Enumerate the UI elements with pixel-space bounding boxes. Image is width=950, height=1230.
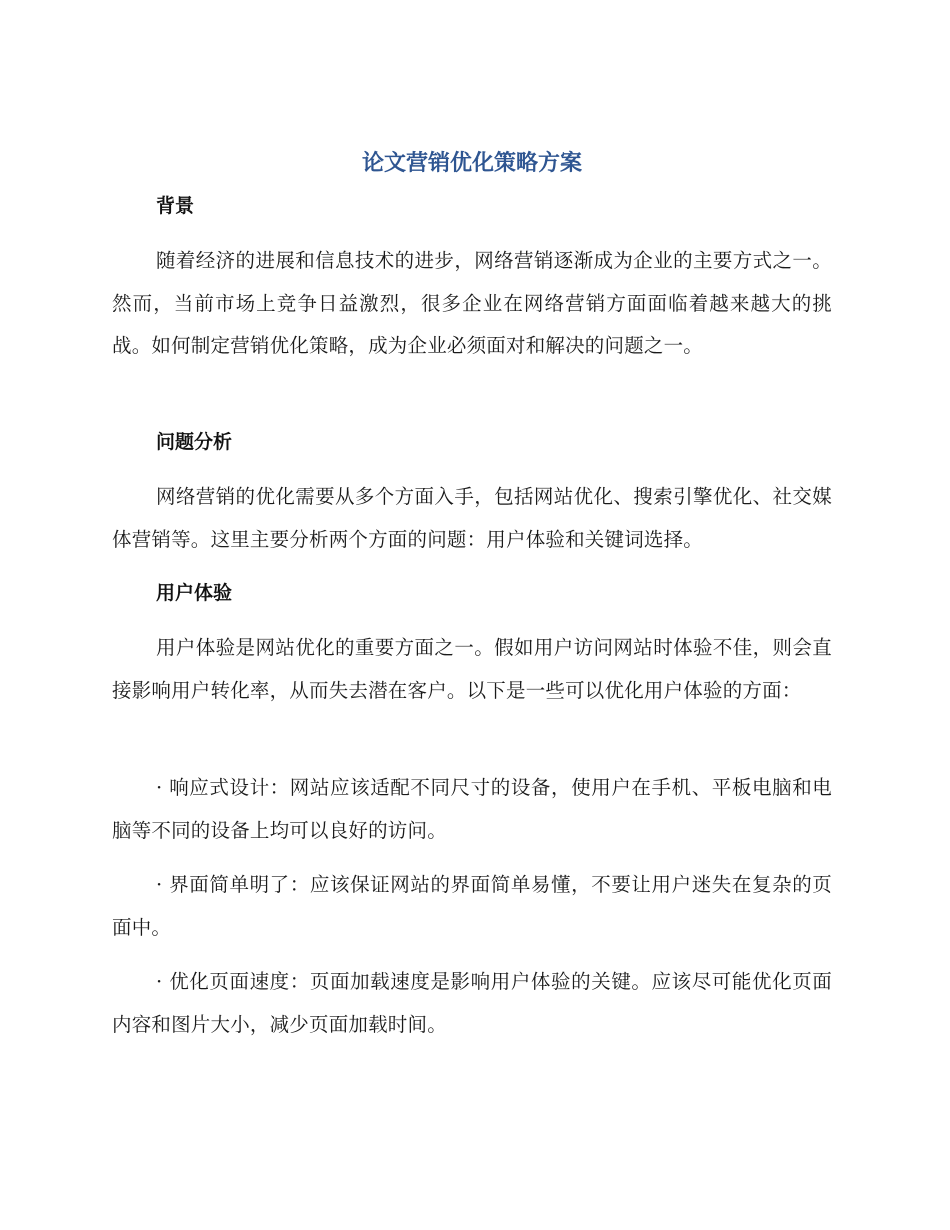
paragraph-user-experience: 用户体验是网站优化的重要方面之一。假如用户访问网站时体验不佳，则会直接影响用户转化率，从而失去潜在客户。以下是一些可以优化用户体验的方面：: [112, 636, 832, 702]
bullet-simple-interface: · 界面简单明了：应该保证网站的界面简单易懂，不要让用户迷失在复杂的页面中。: [112, 873, 832, 939]
bullet-responsive-design: · 响应式设计：网站应该适配不同尺寸的设备，使用户在手机、平板电脑和电脑等不同的设备上均可以良好的访问。: [112, 776, 832, 842]
section-heading-background: 背景: [156, 195, 195, 217]
section-heading-user-experience: 用户体验: [156, 582, 233, 604]
bullet-page-speed: · 优化页面速度：页面加载速度是影响用户体验的关键。应该尽可能优化页面内容和图片大小，减少页面加载时间。: [112, 970, 832, 1036]
document-title: 论文营销优化策略方案: [361, 151, 582, 176]
paragraph-problem-analysis: 网络营销的优化需要从多个方面入手，包括网站优化、搜索引擎优化、社交媒体营销等。这里主要分析两个方面的问题：用户体验和关键词选择。: [112, 485, 832, 551]
paragraph-background: 随着经济的进展和信息技术的进步，网络营销逐渐成为企业的主要方式之一。然而，当前市场上竞争日益激烈，很多企业在网络营销方面面临着越来越大的挑战。如何制定营销优化策略，成为企业必须面对和解决的问题之一。: [112, 249, 832, 357]
section-heading-problem-analysis: 问题分析: [156, 431, 233, 453]
